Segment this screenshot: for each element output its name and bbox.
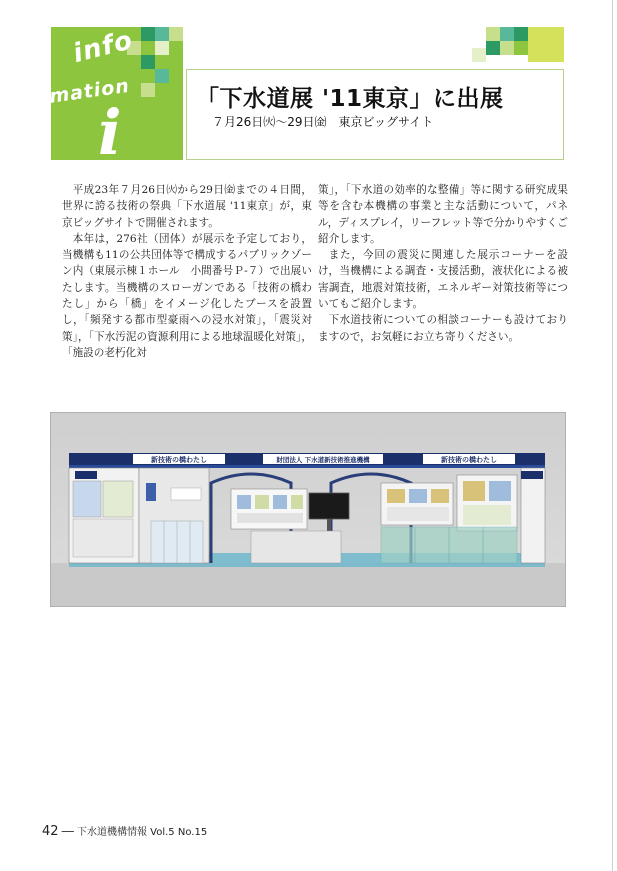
decor-tile	[141, 27, 155, 41]
booth-drawing	[51, 413, 566, 607]
badge-word-info: info	[70, 25, 137, 70]
banner-center-text: 財団法人 下水道新技術推進機構	[276, 456, 370, 464]
decor-tile	[528, 27, 564, 62]
paragraph: 平成23年７月26日㈫から29日㈮までの４日間，世界に誇る技術の祭典「下水道展 '11東京」が，東京ビッグサイトで開催されます。	[62, 184, 312, 229]
decor-tile	[514, 41, 528, 55]
decor-tile	[155, 41, 169, 55]
right-column	[318, 182, 568, 345]
publication-name: 下水道機構情報	[76, 827, 147, 838]
page-footer	[42, 823, 207, 839]
banner-left-text: 新技術の橋わたし	[151, 456, 207, 464]
left-column	[62, 182, 312, 361]
paragraph: 下水道技術についての相談コーナーも設けておりますので，お気軽にお立ち寄りください。	[318, 314, 568, 343]
decor-tile	[155, 27, 169, 41]
paragraph: 策」，「下水道の効率的な整備」等に関する研究成果等を含む本機構の事業と主な活動について，パネル，ディスプレイ，リーフレット等で分かりやすくご紹介します。	[318, 184, 568, 245]
decor-tile	[155, 69, 169, 83]
decor-tile	[500, 41, 514, 55]
decor-tile	[169, 27, 183, 41]
paragraph: 本年は，276社（団体）が展示を予定しており，当機構も11の公共団体等で構成するパブリックゾーン内（東展示棟１ホール 小間番号Ｐ-７）で出展いたします。当機構のスローガンである「技術の橋わたし」から「橋」をイメージ化したブースを設置し，「頻発する都市型豪雨への浸水対策」，「震災対策」，「下水汚泥の資源利用による地球温暖化対策」，「施設の老朽化対	[62, 232, 312, 359]
page-edge	[612, 0, 613, 871]
article-title: 「下水道展 '11東京」に出展	[196, 86, 504, 112]
decor-tile	[141, 83, 155, 97]
footer-rule: ──	[61, 827, 74, 838]
booth-illustration	[50, 412, 566, 607]
badge-letter-i: i	[98, 96, 122, 169]
page-number: 42	[42, 824, 59, 839]
paragraph: また，今回の震災に関連した展示コーナーを設け，当機構による調査・支援活動，液状化による被害調査，地震対策技術，エネルギー対策技術等についてもご紹介します。	[318, 249, 568, 311]
decor-tile	[486, 27, 500, 41]
decor-tile	[141, 55, 155, 69]
issue-label: No.15	[177, 827, 208, 838]
decor-tile	[500, 27, 514, 41]
decor-tile	[472, 48, 486, 62]
decor-tile	[514, 27, 528, 41]
banner-right-text: 新技術の橋わたし	[441, 456, 497, 464]
article-subtitle: ７月26日㈫〜29日㈮ 東京ビッグサイト	[212, 115, 434, 129]
volume-label: Vol.5	[150, 827, 175, 838]
decor-tile	[486, 41, 500, 55]
badge-word-mation: mation	[48, 74, 132, 108]
